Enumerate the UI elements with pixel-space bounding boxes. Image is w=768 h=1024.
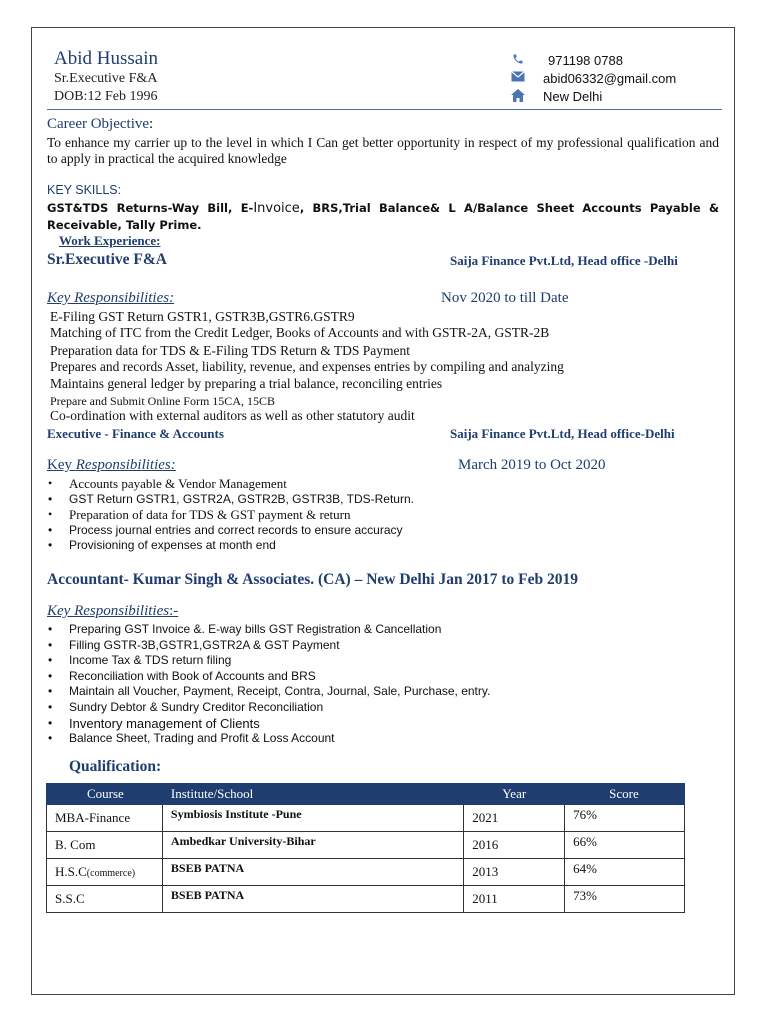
list-item — [47, 622, 490, 638]
list-item — [47, 523, 414, 539]
job2-resp-item: Preparation of data for TDS & GST payment & return — [69, 507, 351, 523]
list-item — [47, 716, 490, 732]
list-item — [47, 700, 490, 716]
job3-resp-label: Key Responsibilities — [47, 603, 170, 619]
course-name: MBA-Finance — [55, 810, 131, 825]
job2-resp-item: Provisioning of expenses at month end — [69, 538, 276, 553]
job3-resp-item: Reconciliation with Book of Accounts and BRS — [69, 668, 316, 683]
job1-company: Saija Finance Pvt.Ltd, Head office -Delhi — [450, 253, 678, 268]
job2-period: March 2019 to Oct 2020 — [458, 457, 606, 473]
list-item — [47, 538, 414, 554]
year-cell: 2016 — [464, 832, 565, 859]
score-cell: 76% — [565, 805, 685, 832]
list-item — [47, 492, 414, 508]
job2-resp-list — [47, 476, 414, 554]
job1-resp-item: Preparation data for TDS & E-Filing TDS Return & TDS Payment — [50, 343, 410, 358]
job1-resp-item: Prepares and records Asset, liability, revenue, and expenses entries by compiling and analyzing — [50, 359, 564, 374]
job3-resp-item: Balance Sheet, Trading and Profit & Loss Account — [69, 731, 335, 746]
work-experience-heading: Work Experience: — [59, 233, 161, 248]
home-icon — [510, 89, 526, 103]
job1-resp-item: Matching of ITC from the Credit Ledger, Books of Accounts and with GSTR-2A, GSTR-2B — [50, 325, 550, 340]
score-cell: 66% — [565, 832, 685, 859]
institute-cell: BSEB PATNA — [162, 859, 463, 886]
key-skills-part-1: GST&TDS Returns-Way Bill, E- — [47, 201, 254, 215]
job2-resp-key: Key — [47, 457, 72, 473]
table-row — [47, 859, 685, 886]
year-cell: 2021 — [464, 805, 565, 832]
list-item — [47, 638, 490, 654]
career-objective-text: To enhance my carrier up to the level in which I Can get better opportunity in respect of my professional qualification and to apply in practical the acquired knowledge — [47, 135, 719, 166]
key-skills-part-2: , BRS,Trial Balance& L A/Balance Sheet Accounts Payable & Receivable, Tally Prime. — [47, 201, 720, 232]
course-name: B. Com — [55, 837, 96, 852]
header-divider — [47, 109, 722, 110]
job1-resp-item: Maintains general ledger by preparing a trial balance, reconciling entries — [50, 376, 443, 391]
career-objective-colon: : — [149, 116, 154, 132]
job3-resp-item: Maintain all Voucher, Payment, Receipt, Contra, Journal, Sale, Purchase, entry. — [69, 684, 491, 699]
institute-cell: BSEB PATNA — [162, 886, 463, 913]
course-note: (commerce) — [86, 868, 136, 879]
envelope-icon — [510, 71, 526, 85]
table-row — [47, 832, 685, 859]
job1-resp-item: Co-ordination with external auditors as well as other statutory audit — [50, 408, 415, 423]
list-item — [47, 731, 490, 747]
job2-resp-item: Accounts payable & Vendor Management — [69, 476, 287, 491]
job-title-header: Sr.Executive F&A — [54, 71, 158, 86]
institute-cell: Ambedkar University-Bihar — [162, 832, 463, 859]
list-item — [47, 669, 490, 685]
list-item — [47, 476, 414, 492]
job2-resp-rest: Responsibilities: — [75, 457, 176, 473]
job1-resp-item: E-Filing GST Return GSTR1, GSTR3B,GSTR6.GSTR9 — [50, 309, 355, 324]
column-header-course: Course — [47, 784, 163, 805]
course-cell — [47, 886, 163, 913]
job1-period: Nov 2020 to till Date — [441, 290, 569, 306]
job3-resp-item: Income Tax & TDS return filing — [69, 653, 232, 668]
job1-title: Sr.Executive F&A — [47, 251, 167, 268]
score-cell: 64% — [565, 859, 685, 886]
job3-resp-list — [47, 622, 490, 747]
column-header-institute: Institute/School — [162, 784, 463, 805]
table-row — [47, 886, 685, 913]
course-cell — [47, 859, 163, 886]
job2-resp-item: Process journal entries and correct records to ensure accuracy — [69, 522, 403, 537]
career-objective-heading — [47, 116, 153, 133]
key-skills-heading: KEY SKILLS: — [47, 183, 122, 197]
job3-resp-suffix: :- — [169, 603, 179, 619]
column-header-score: Score — [565, 784, 685, 805]
email-link[interactable]: abid06332@gmail.com — [543, 71, 677, 86]
course-name: S.S.C — [55, 891, 85, 906]
qualification-table — [46, 783, 685, 913]
job2-company: Saija Finance Pvt.Ltd, Head office-Delhi — [450, 426, 675, 441]
key-skills-text — [47, 200, 719, 233]
qualification-heading: Qualification: — [69, 758, 162, 775]
location: New Delhi — [543, 89, 603, 104]
phone-icon — [510, 53, 526, 67]
job3-responsibilities-heading — [47, 603, 178, 620]
job2-resp-item: GST Return GSTR1, GSTR2A, GSTR2B, GSTR3B, TDS-Return. — [69, 491, 414, 506]
score-cell: 73% — [565, 886, 685, 913]
phone-number: 971198 0788 — [548, 53, 623, 68]
job3-resp-item: Filling GSTR-3B,GSTR1,GSTR2A & GST Payment — [69, 637, 340, 652]
job3-resp-item: Preparing GST Invoice &. E-way bills GST Registration & Cancellation — [69, 622, 442, 636]
key-skills-invoice: Invoice — [253, 201, 300, 216]
job3-resp-item: Sundry Debtor & Sundry Creditor Reconciliation — [69, 699, 324, 714]
job2-title: Executive - Finance & Accounts — [47, 426, 224, 441]
job1-resp-item: Prepare and Submit Online Form 15CA, 15CB — [50, 394, 275, 408]
job2-responsibilities-heading — [47, 457, 176, 474]
institute-cell: Symbiosis Institute -Pune — [162, 805, 463, 832]
career-objective-label: Career Objective — [47, 116, 150, 132]
date-of-birth: DOB:12 Feb 1996 — [54, 89, 158, 104]
year-cell: 2013 — [464, 859, 565, 886]
course-name: H.S.C — [55, 864, 87, 879]
list-item — [47, 507, 414, 523]
job1-responsibilities-heading: Key Responsibilities: — [47, 290, 175, 306]
column-header-year: Year — [464, 784, 565, 805]
list-item — [47, 653, 490, 669]
table-row — [47, 805, 685, 832]
course-cell — [47, 832, 163, 859]
job3-resp-item: Inventory management of Clients — [69, 715, 260, 731]
table-header-row — [47, 784, 685, 805]
job3-title: Accountant- Kumar Singh & Associates. (CA) – New Delhi Jan 2017 to Feb 2019 — [47, 571, 579, 588]
course-cell — [47, 805, 163, 832]
year-cell: 2011 — [464, 886, 565, 913]
candidate-name: Abid Hussain — [54, 48, 158, 69]
list-item — [47, 684, 490, 700]
